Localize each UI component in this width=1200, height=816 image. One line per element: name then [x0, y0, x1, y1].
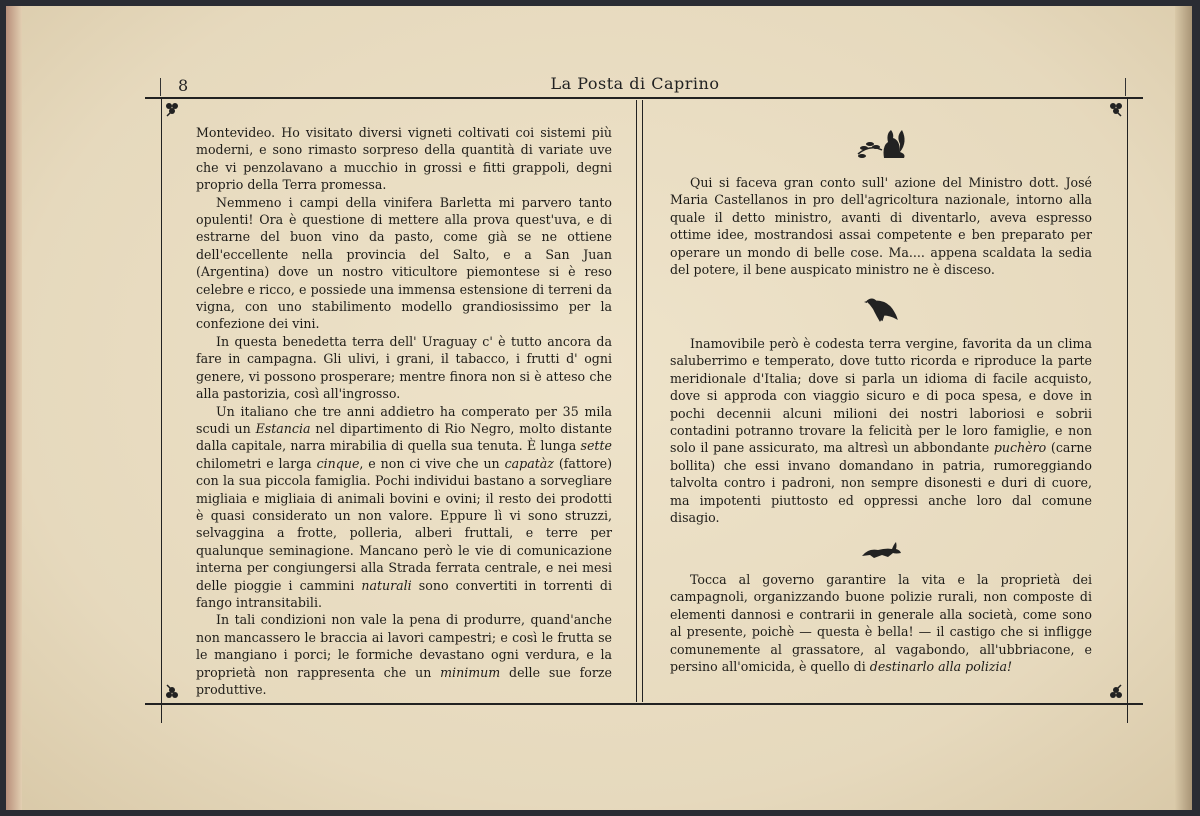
bottom-tick-right: [1127, 705, 1128, 723]
column-divider-rule-a: [636, 100, 637, 702]
running-title: La Posta di Caprino: [550, 74, 720, 93]
fleuron-icon: [1108, 684, 1124, 700]
right-paragraph-1: Qui si faceva gran conto sull' azione del Ministro dott. José Maria Castellanos in pro dell'agricoltura nazionale, intorno alla quale il detto ministro, avanti di diventarlo, aveva espresso ottime idee, mostrandosi assai competente e ben preparato per operare un mondo di belle cose. Ma.... appena scaldata la sedia del potere, il bene auspicato ministro ne è disceso.: [670, 175, 1092, 278]
left-paragraph-5: In tali condizioni non vale la pena di produrre, quand'anche non mancassero le braccia ai lavori campestri; e così le frutta se le mangiano i porci; le formiche devastano ogni verdura, e la proprietà non rappresenta che un minimum delle sue forze produttive.: [196, 612, 612, 697]
fleuron-icon: [1108, 101, 1124, 117]
right-paragraph-2: Inamovibile però è codesta terra vergine, favorita da un clima saluberrimo e temperato, dove tutto ricorda e riproduce la parte meridionale d'Italia; dove si parla un idioma di facile acquisto, dove si approda con viaggio sicuro e di poca spesa, e dove in pochi decennii alcuni milioni dei nostri laboriosi e sobrii contadini potranno trovare la felicità per le loro famiglie, e non solo il pane assicurato, ma altresì un abbondante puchèro (carne bollita) che essi invano domandano in patria, rumoreggiando talvolta contro i padroni, non sempre disonesti e duri di cuore, ma impotenti piuttosto ed oppressi anche loro dal comune disagio.: [670, 336, 1092, 526]
left-paragraph-1: Montevideo. Ho visitato diversi vigneti coltivati coi sistemi più moderni, e sono rimasto sorpreso della quantità di variate uve che vi penzolavano a mucchio in grossi e fitti grappoli, degni proprio della Terra promessa.: [196, 125, 612, 193]
right-border-rule: [1127, 98, 1128, 704]
bottom-tick-left: [161, 705, 162, 723]
fleuron-icon: [164, 101, 180, 117]
column-divider-rule-b: [642, 100, 643, 702]
left-paragraph-3: In questa benedetta terra dell' Uraguay c' è tutto ancora da fare in campagna. Gli ulivi, i grani, il tabacco, i frutti d' ogni genere, vi possono prosperare; mentre finora non si è atteso che alla pastorizia, così all'ingrosso.: [196, 333, 612, 402]
left-paragraph-4: Un italiano che tre anni addietro ha comperato per 35 mila scudi un Estancia nel dipartimento di Rio Negro, molto distante dalla capitale, narra mirabilia di quella sua tenuta. È lunga sette chilometri e larga cinque, e non ci vive che un capatàz (fattore) con la sua piccola famiglia. Pochi individui bastano a sorvegliare migliaia e migliaia di animali bovini e ovini; il resto dei prodotti è quasi considerato un non valore. Eppure lì vi sono struzzi, selvaggina a frotte, polleria, alberi fruttali, e terre per qualunque seminagione. Mancano però le vie di comunicazione interna per congiungersi alla Strada ferrata centrale, e nei mesi delle pioggie i cammini naturali sono convertiti in torrenti di fango intransitabili.: [196, 403, 612, 610]
right-paragraph-3: Tocca al governo garantire la vita e la proprietà dei campagnoli, organizzando buone polizie rurali, non composte di elementi dannosi e contrarii in generale alla società, come sono al presente, poichè — questa è bella! — il castigo che si infligge comunemente al grassatore, al vagabondo, all'ubbriacone, e persino all'omicida, è quello di destinarlo alla polizia!: [670, 572, 1092, 675]
squirrel-with-branch-icon: [856, 124, 908, 162]
left-page-edge: [6, 6, 22, 810]
left-border-rule: [161, 98, 162, 704]
top-rule: [145, 97, 1143, 99]
left-column: [196, 124, 612, 698]
left-paragraph-2: Nemmeno i campi della vinifera Barletta mi parvero tanto opulenti! Ora è questione di mettere alla prova quest'uva, e di estrarne del buon vino da pasto, come già se ne ottiene dell'eccellente nella provincia del Salto, e a San Juan (Argentina) dove un nostro viticultore piemontese si è reso celebre e ricco, e possiede una immensa estensione di terreni da vigna, con uno stabilimento modello grandiosissimo per la confezione dei vini.: [196, 194, 612, 332]
right-column-section-1: [670, 174, 1092, 278]
header-tick-right: [1125, 78, 1126, 96]
crow-icon: [864, 293, 898, 323]
right-page-edge: [1175, 6, 1192, 810]
running-hare-icon: [860, 540, 902, 560]
bottom-rule: [145, 703, 1143, 705]
right-column-section-2: [670, 335, 1092, 526]
fleuron-icon: [164, 684, 180, 700]
page-header: [145, 74, 1125, 96]
page-number: 8: [178, 76, 189, 95]
right-column-section-3: [670, 571, 1092, 675]
